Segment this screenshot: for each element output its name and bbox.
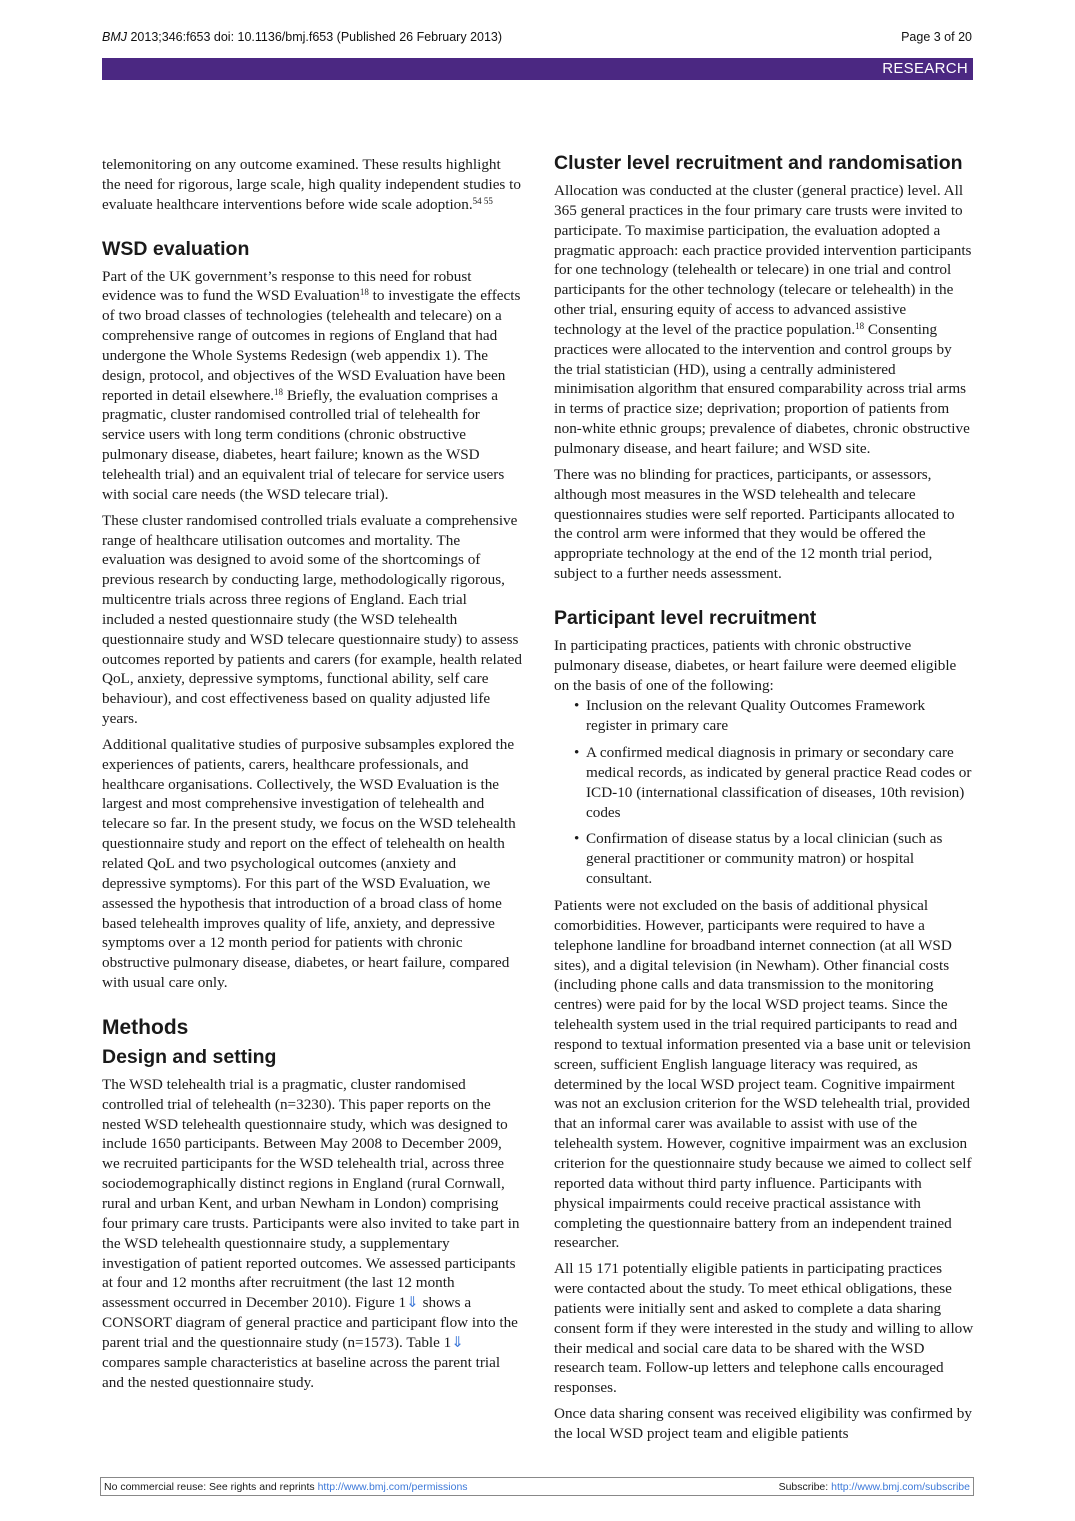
heading-design-setting: Design and setting: [102, 1045, 277, 1068]
footer-right: [779, 1481, 970, 1493]
paragraph: Patients were not excluded on the basis of additional physical comorbidities. However, participants were required to have a telephone landline for broadband internet connection (at all WSD sites), and a digital television (in Newham). Other financial costs (including phone calls and data transmission to the monitoring centres) were paid for by the local WSD project teams. Since the telehealth system used in the trial required participants to read and respond to textual information presented via a base unit or television screen, sufficient English language literacy was required, as determined by the local WSD project team. Cognitive impairment was not an exclusion criterion for the WSD telehealth trial, provided that an informal carer was available to assist with use of the telehealth system. However, cognitive impairment was an exclusion criterion for the questionnaire study because we aimed to collect self reported data without third party influence. Participants with physical impairments could receive practical assistance with completing the questionnaire battery from an independent trained researcher.: [554, 897, 972, 1252]
journal-name: BMJ: [102, 30, 127, 44]
paragraph-text: shows a CONSORT diagram of general practice and participant flow into the parent trial and the questionnaire study (n=1573). Table 1: [102, 1294, 518, 1351]
paragraph: Additional qualitative studies of purposive subsamples explored the experiences of patients, carers, healthcare professionals, and healthcare organisations. Collectively, the WSD Evaluation is the largest and most comprehensive investigation of telehealth and telecare so far. In the present study, we focus on the WSD telehealth questionnaire study and report on the effect of telehealth on health related QoL and two psychological outcomes (anxiety and depressive symptoms). For this part of the WSD Evaluation, we assessed the hypothesis that introduction of a broad class of home based telehealth improves quality of life, anxiety, and depressive symptoms over a 12 month period for patients with chronic obstructive pulmonary disease, diabetes, or heart failure, compared with usual care only.: [102, 735, 516, 992]
table-link-arrow[interactable]: ⇓: [451, 1333, 465, 1351]
paragraph-text: telemonitoring on any outcome examined. These results highlight the need for rigorous, large scale, high quality independent studies to evaluate healthcare interventions before wide scale adoption.: [102, 156, 521, 213]
right-column: [554, 151, 974, 1450]
header-citation: [102, 30, 502, 44]
list-item: • Confirmation of disease status by a local clinician (such as general practitioner or community matron) or hospital consultant.: [574, 829, 974, 889]
left-column: [102, 155, 522, 1398]
section-label: RESEARCH: [882, 60, 968, 77]
paragraph-text: compares sample characteristics at baseline across the parent trial and the nested questionnaire study.: [102, 1353, 501, 1391]
reference[interactable]: 18: [855, 320, 865, 331]
section-band: [102, 58, 973, 80]
eligibility-list: [554, 696, 974, 889]
heading-wsd-evaluation: WSD evaluation: [102, 237, 250, 260]
paragraph-text: Consenting practices were allocated to the intervention and control groups by the trial statistician (HD), using a centrally administered minimisation algorithm that ensured comparability across trial arms in terms of practice size; deprivation; proportion of patients from non-white ethnic groups; prevalence of diabetes, chronic obstructive pulmonary disease, and heart failure; and WSD site.: [554, 320, 970, 457]
subscribe-link[interactable]: http://www.bmj.com/subscribe: [831, 1481, 970, 1493]
paragraph: [102, 155, 522, 215]
paragraph-text: Allocation was conducted at the cluster (general practice) level. All 365 general practices in the four primary care trusts were invited to participate. To maximise participation, the evaluation adopted a pragmatic approach: each practice provided intervention participants for one technology (telehealth or telecare) in one trial and control participants for the other technology (telecare or telehealth) in the other trial, ensuring equity of access to advanced assistive technology at the level of the practice population.: [554, 182, 972, 338]
reference[interactable]: 54 55: [472, 195, 493, 206]
paragraph: In participating practices, patients with chronic obstructive pulmonary disease, diabetes, or heart failure were deemed eligible on the basis of one of the following:: [554, 636, 957, 694]
reference[interactable]: 18: [274, 386, 284, 397]
list-item: • A confirmed medical diagnosis in primary or secondary care medical records, as indicated by general practice Read codes or ICD-10 (international classification of diseases, 10th revision) codes: [574, 743, 974, 822]
paragraph: These cluster randomised controlled trials evaluate a comprehensive range of healthcare utilisation outcomes and mortality. The evaluation was designed to avoid some of the shortcomings of previous research by conducting large, methodologically rigorous, multicentre trials across three regions of England. Each trial included a nested questionnaire study (the WSD telehealth questionnaire study and WSD telecare questionnaire study) to assess outcomes reported by patients and carers (for example, health related QoL, anxiety, depressive symptoms, functional ability, self care behaviour), and cost effectiveness based on quality adjusted life years.: [102, 511, 523, 728]
paragraph-text: The WSD telehealth trial is a pragmatic, cluster randomised controlled trial of telehealth (n=3230). This paper reports on the nested WSD telehealth questionnaire study, which was designed to include 1650 participants. Between May 2008 to December 2009, we recruited participants for the WSD telehealth trial, across three sociodemographically distinct regions in England (rural Cornwall, rural and urban Kent, and urban Newham in London) comprising four primary care trusts. Participants were also invited to take part in the WSD telehealth questionnaire study, a supplementary investigation of patient reported outcomes. We assessed participants at four and 12 months after recruitment (the last 12 month assessment occurred in December 2010). Figure 1: [102, 1075, 520, 1312]
page-number: Page 3 of 20: [901, 30, 972, 44]
paragraph-text: Part of the UK government’s response to this need for robust evidence was to fund the WSD Evaluation: [102, 267, 472, 305]
paragraph-text: Briefly, the evaluation comprises a pragmatic, cluster randomised controlled trial of telehealth for service users with long term conditions (chronic obstructive pulmonary disease, diabetes, heart failure; known as the WSD telehealth trial) and an equivalent trial of telecare for service users with social care needs (the WSD telecare trial).: [102, 386, 505, 503]
heading-cluster-recruitment: Cluster level recruitment and randomisation: [554, 152, 963, 174]
footer-left: [104, 1481, 468, 1493]
paragraph-text: to investigate the effects of two broad classes of technologies (telehealth and telecare) on a comprehensive range of outcomes in regions of England that had undergone the Whole Systems Redesign (web appendix 1). The design, protocol, and objectives of the WSD Evaluation have been reported in detail elsewhere.: [102, 287, 521, 404]
footer: [100, 1477, 974, 1496]
footer-text: Subscribe:: [778, 1481, 832, 1493]
citation-text: 2013;346:f653 doi: 10.1136/bmj.f653 (Published 26 February 2013): [130, 30, 503, 44]
list-item: • Inclusion on the relevant Quality Outcomes Framework register in primary care: [574, 696, 974, 736]
paragraph: Once data sharing consent was received eligibility was confirmed by the local WSD project team and eligible patients: [554, 1405, 972, 1442]
paragraph: There was no blinding for practices, participants, or assessors, although most measures in the WSD telehealth and telecare questionnaires studies were self reported. Participants allocated to the control arm were informed that they would be offered the appropriate technology at the end of the 12 month trial period, subject to a further needs assessment.: [554, 465, 955, 583]
heading-methods: Methods: [102, 1015, 189, 1039]
paragraph: [102, 1075, 522, 1393]
paragraph: [102, 267, 522, 505]
footer-text: No commercial reuse: See rights and reprints: [104, 1481, 318, 1493]
figure-link-arrow[interactable]: ⇓: [406, 1294, 419, 1312]
reference[interactable]: 18: [359, 287, 369, 298]
paragraph: [554, 181, 974, 459]
heading-participant-recruitment: Participant level recruitment: [554, 606, 817, 629]
permissions-link[interactable]: http://www.bmj.com/permissions: [317, 1481, 468, 1493]
paragraph: All 15 171 potentially eligible patients in participating practices were contacted about the study. To meet ethical obligations, these patients were initially sent and asked to complete a data sharing consent form if they were interested in the study and willing to allow their medical and social care data to be shared with the WSD research team. Follow-up letters and telephone calls encouraged responses.: [554, 1260, 974, 1397]
